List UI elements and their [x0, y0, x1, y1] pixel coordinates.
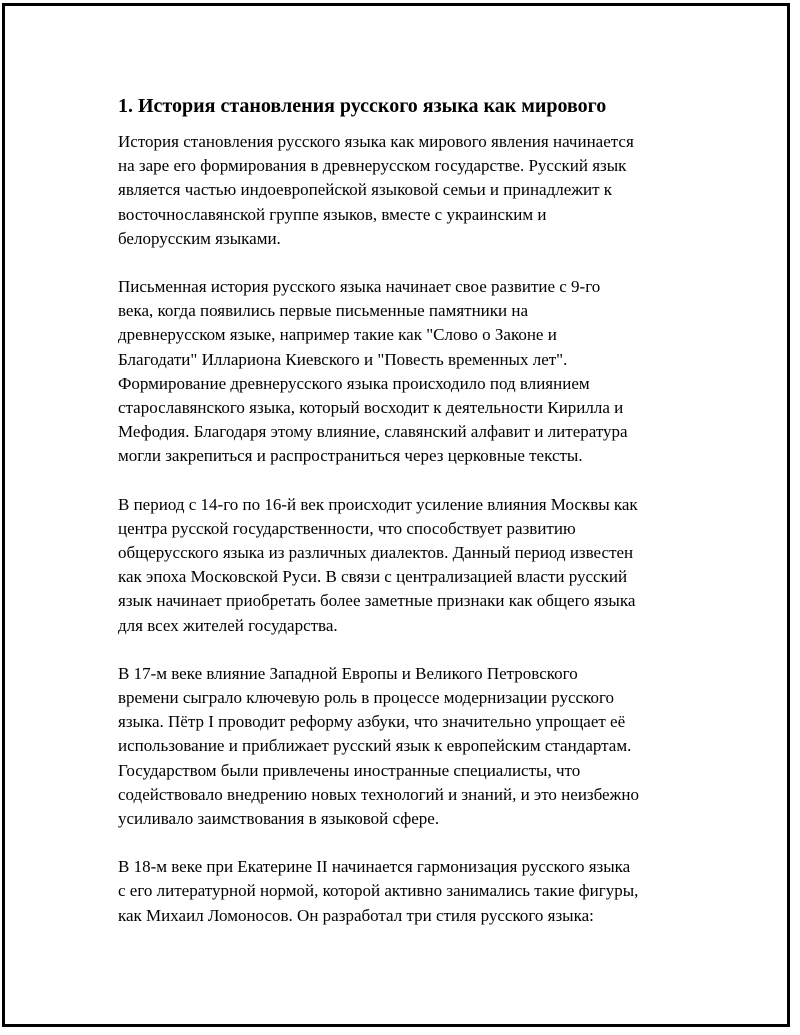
- paragraph-moscow-period: В период с 14-го по 16-й век происходит усиление влияния Москвы как центра русской государственности, что способствует развитию общерусского языка из различных диалектов. Данный период известен как эпоха Московской Руси. В связи с централизацией власти русский язык начинает приобретать более заметные признаки как общего языка для всех жителей государства.: [118, 494, 638, 635]
- paragraph-origins: История становления русского языка как мирового явления начинается на заре его формирования в древнерусском государстве. Русский язык является частью индоевропейской языковой семьи и принадлежит к восточнославянской группе языков, вместе с украинским и белорусским языками.: [118, 132, 634, 248]
- paragraph-17th-century: В 17-м веке влияние Западной Европы и Великого Петровского времени сыграло ключевую роль в процессе модернизации русского языка. Пётр I проводит реформу азбуки, что значительно упрощает её использование и приближает русский язык к европейским стандартам. Государством были привлечены иностранные специалисты, что содействовало внедрению новых технологий и знаний, и это неизбежно усиливало заимствования в языковой сфере.: [118, 663, 639, 829]
- paragraph-18th-century: В 18-м веке при Екатерине II начинается гармонизация русского языка с его литературной нормой, которой активно занимались такие фигуры, как Михаил Ломоносов. Он разработал три стиля русского языка:: [118, 857, 639, 925]
- section-heading: 1. История становления русского языка как мирового: [118, 95, 607, 117]
- document-body: [118, 92, 698, 952]
- paragraph-written-history: Письменная история русского языка начинает свое развитие с 9-го века, когда появились первые письменные памятники на древнерусском языке, например такие как "Слово о Законе и Благодати" Иллариона Киевского и "Повесть временных лет". Формирование древнерусского языка происходило под влиянием старославянского языка, который восходит к деятельности Кирилла и Мефодия. Благодаря этому влияние, славянский алфавит и литература могли закрепиться и распространиться через церковные тексты.: [118, 277, 628, 466]
